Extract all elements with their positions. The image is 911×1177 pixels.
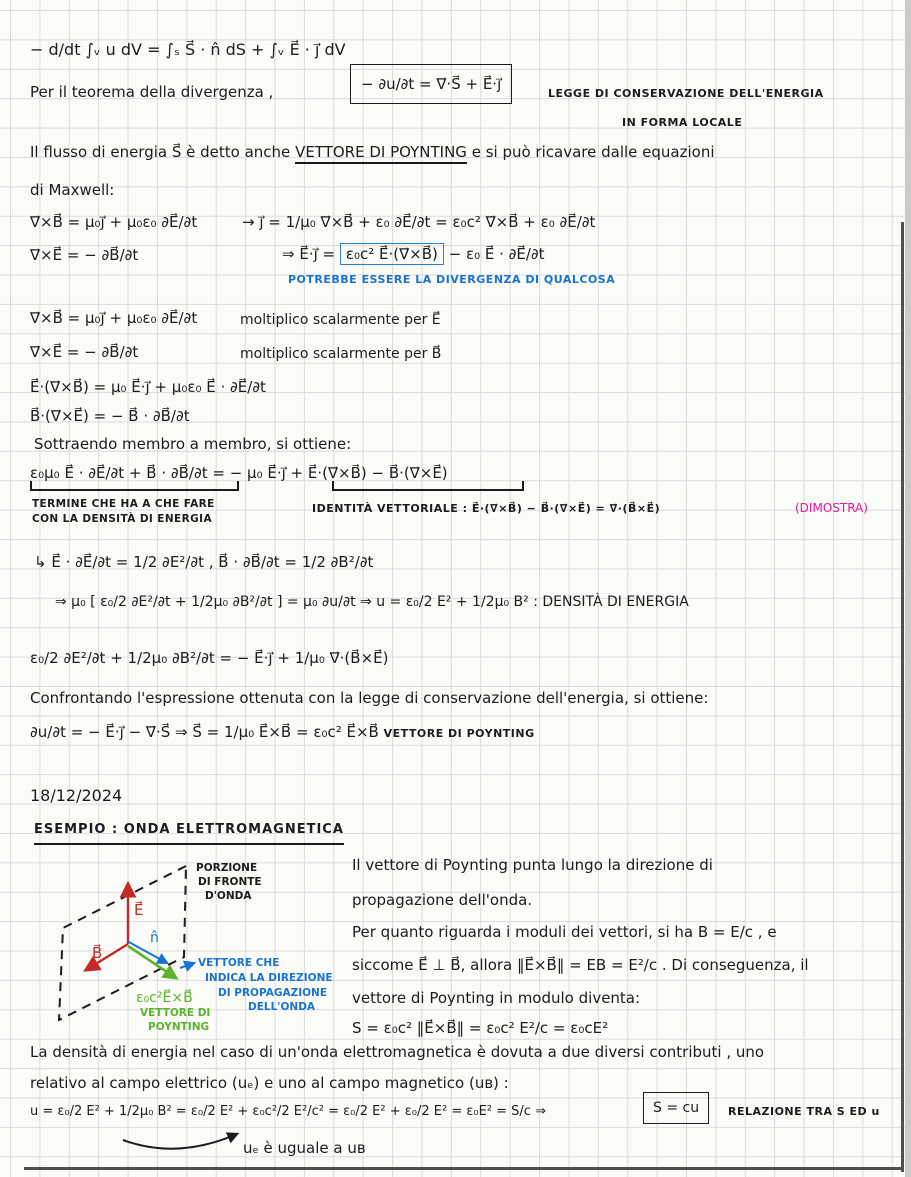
comparison-text: Confrontando l'espressione ottenuta con la legge di conservazione dell'energia, si ottiene: [30, 689, 709, 707]
intro-pre: Il flusso di energia S⃗ è detto anche [30, 143, 296, 161]
left-underbrace [30, 481, 239, 491]
e-identity-equation: E⃗·(∇⃗×B⃗) = μ₀ E⃗·j⃗ + μ₀ε₀ E⃗ · ∂E⃗/∂t [30, 378, 266, 396]
e-dot-j-post: − ε₀ E⃗ · ∂E⃗/∂t [443, 245, 545, 263]
direction-note-4: DELL'ONDA [248, 1001, 316, 1013]
integral-energy-equation: − d/dt ∫ᵥ u dV = ∫ₛ S⃗ · n̂ dS + ∫ᵥ E⃗ · j⃗ dV [30, 40, 346, 59]
local-form-label: IN FORMA LOCALE [622, 116, 743, 129]
direction-note-1: VETTORE CHE [198, 957, 280, 969]
bottom-line-1: La densità di energia nel caso di un'onda elettromagnetica è dovuta a due diversi contributi , uno [30, 1043, 765, 1061]
vector-identity-label: IDENTITÀ VETTORIALE : E⃗·(∇⃗×B⃗) − B⃗·(∇⃗×E⃗) = ∇⃗·(B⃗×E⃗) [312, 502, 661, 515]
poynting-intro-line2: di Maxwell: [30, 181, 115, 199]
s-cu-relation-box: S = cu [643, 1092, 709, 1124]
curl-b-repeat: ∇⃗×B⃗ = μ₀j⃗ + μ₀ε₀ ∂E⃗/∂t [30, 309, 198, 327]
divergence-hint-note: POTREBBE ESSERE LA DIVERGENZA DI QUALCOSA [288, 273, 616, 286]
multiply-by-b-note: moltiplico scalarmente per B⃗ [240, 346, 442, 362]
relation-label: RELAZIONE TRA S ED u [728, 1105, 880, 1118]
b-field-label: B⃗ [92, 944, 103, 962]
intro-post: e si può ricavare dalle equazioni [466, 143, 715, 161]
normal-vector-label: n̂ [150, 930, 159, 946]
poynting-equation: ∂u/∂t = − E⃗·j⃗ − ∇⃗·S⃗ ⇒ S⃗ = 1/μ₀ E⃗×B⃗ = ε₀c² E⃗×B⃗ [30, 723, 384, 741]
page-edge-bottom-line [24, 1167, 903, 1170]
curved-arrow [123, 1134, 237, 1149]
local-conservation-law-box: − ∂u/∂t = ∇⃗·S⃗ + E⃗·j⃗ [350, 64, 512, 104]
e-dot-j-pre: ⇒ E⃗·j⃗ = [282, 245, 340, 263]
curl-b-equation: ∇⃗×B⃗ = μ₀j⃗ + μ₀ε₀ ∂E⃗/∂t [30, 213, 198, 231]
page-edge-right-line [901, 222, 904, 1172]
paragraph-line-3: Per quanto riguarda i moduli dei vettori, si ha B = E/c , e [352, 923, 777, 941]
wavefront-label-1: PORZIONE [196, 862, 258, 874]
e-dot-j-equation [282, 244, 545, 264]
wavefront-label-2: DI FRONTE [198, 876, 262, 888]
direction-note-2: INDICA LA DIREZIONE [205, 972, 333, 984]
b-identity-equation: B⃗·(∇⃗×E⃗) = − B⃗ · ∂B⃗/∂t [30, 407, 190, 425]
conservation-law-label: LEGGE DI CONSERVAZIONE DELL'ENERGIA [548, 87, 824, 100]
ue-equals-ub-note: uₑ è uguale a uʙ [243, 1139, 366, 1157]
curl-e-equation: ∇⃗×E⃗ = − ∂B⃗/∂t [30, 246, 139, 264]
energy-density-equation: ⇒ μ₀ [ ε₀/2 ∂E²/∂t + 1/2μ₀ ∂B²/∂t ] = μ₀ ∂u/∂t ⇒ u = ε₀/2 E² + 1/2μ₀ B² : DENSITÀ DI ENERGIA [55, 594, 689, 610]
poynting-vector-label: VETTORE DI POYNTING [383, 727, 535, 740]
curl-e-repeat: ∇⃗×E⃗ = − ∂B⃗/∂t [30, 343, 139, 361]
comparison-equation-1: ε₀/2 ∂E²/∂t + 1/2μ₀ ∂B²/∂t = − E⃗·j⃗ + 1/μ₀ ∇⃗·(B⃗×E⃗) [30, 649, 389, 667]
poynting-intro-line1 [30, 142, 715, 162]
energy-term-label-2: CON LA DENSITÀ DI ENERGIA [32, 513, 212, 525]
poynting-arrow [128, 946, 176, 978]
energy-term-label-1: TERMINE CHE HA A CHE FARE [32, 498, 215, 510]
bottom-line-2: relativo al campo elettrico (uₑ) e uno al campo magnetico (uʙ) : [30, 1074, 509, 1092]
dimostra-note: (DIMOSTRA) [795, 501, 868, 515]
date: 18/12/2024 [30, 786, 123, 805]
paragraph-line-2: propagazione dell'onda. [352, 891, 533, 909]
multiply-by-e-note: moltiplico scalarmente per E⃗ [240, 312, 441, 328]
paragraph-line-5: vettore di Poynting in modulo diventa: [352, 989, 641, 1007]
wavefront-label-3: D'ONDA [205, 890, 252, 902]
right-underbrace [332, 481, 524, 491]
pointer-arrow-icon [180, 963, 194, 968]
subtraction-heading: Sottraendo membro a membro, si ottiene: [34, 435, 352, 453]
example-heading: ESEMPIO : ONDA ELETTROMAGNETICA [34, 820, 344, 845]
subtraction-equation: ε₀μ₀ E⃗ · ∂E⃗/∂t + B⃗ · ∂B⃗/∂t = − μ₀ E⃗·j⃗ + E⃗·(∇⃗×B⃗) − B⃗·(∇⃗×E⃗) [30, 464, 448, 482]
direction-note-3: DI PROPAGAZIONE [218, 987, 327, 999]
current-density-equation: → j⃗ = 1/μ₀ ∇⃗×B⃗ + ε₀ ∂E⃗/∂t = ε₀c² ∇⃗×B⃗ + ε₀ ∂E⃗/∂t [242, 213, 596, 231]
em-wave-diagram [30, 848, 360, 1038]
poynting-result-line [30, 722, 535, 744]
divergence-candidate-box: ε₀c² E⃗·(∇⃗×B⃗) [340, 243, 444, 265]
derivative-identities: ↳ E⃗ · ∂E⃗/∂t = 1/2 ∂E²/∂t , B⃗ · ∂B⃗/∂t = 1/2 ∂B²/∂t [34, 553, 374, 571]
paragraph-line-4: siccome E⃗ ⊥ B⃗, allora ‖E⃗×B⃗‖ = EB = E²/c . Di conseguenza, il [352, 956, 809, 974]
divergence-theorem-text: Per il teorema della divergenza , [30, 83, 274, 101]
e-field-label: E⃗ [134, 901, 144, 919]
page-edge-right-band [905, 0, 911, 1177]
equal-terms-arrow [115, 1122, 250, 1162]
modulus-equation: S = ε₀c² ‖E⃗×B⃗‖ = ε₀c² E²/c = ε₀cE² [352, 1019, 609, 1037]
poynting-label-1: VETTORE DI [140, 1007, 211, 1019]
poynting-expression: ε₀c²E⃗×B⃗ [136, 990, 193, 1006]
poynting-label-2: POYNTING [148, 1021, 210, 1033]
paragraph-line-1: Il vettore di Poynting punta lungo la direzione di [352, 856, 713, 874]
poynting-vector-underlined: VETTORE DI POYNTING [295, 143, 467, 164]
total-energy-equation: u = ε₀/2 E² + 1/2μ₀ B² = ε₀/2 E² + ε₀c²/2 E²/c² = ε₀/2 E² + ε₀/2 E² = ε₀E² = S/c ⇒ [30, 1104, 546, 1119]
